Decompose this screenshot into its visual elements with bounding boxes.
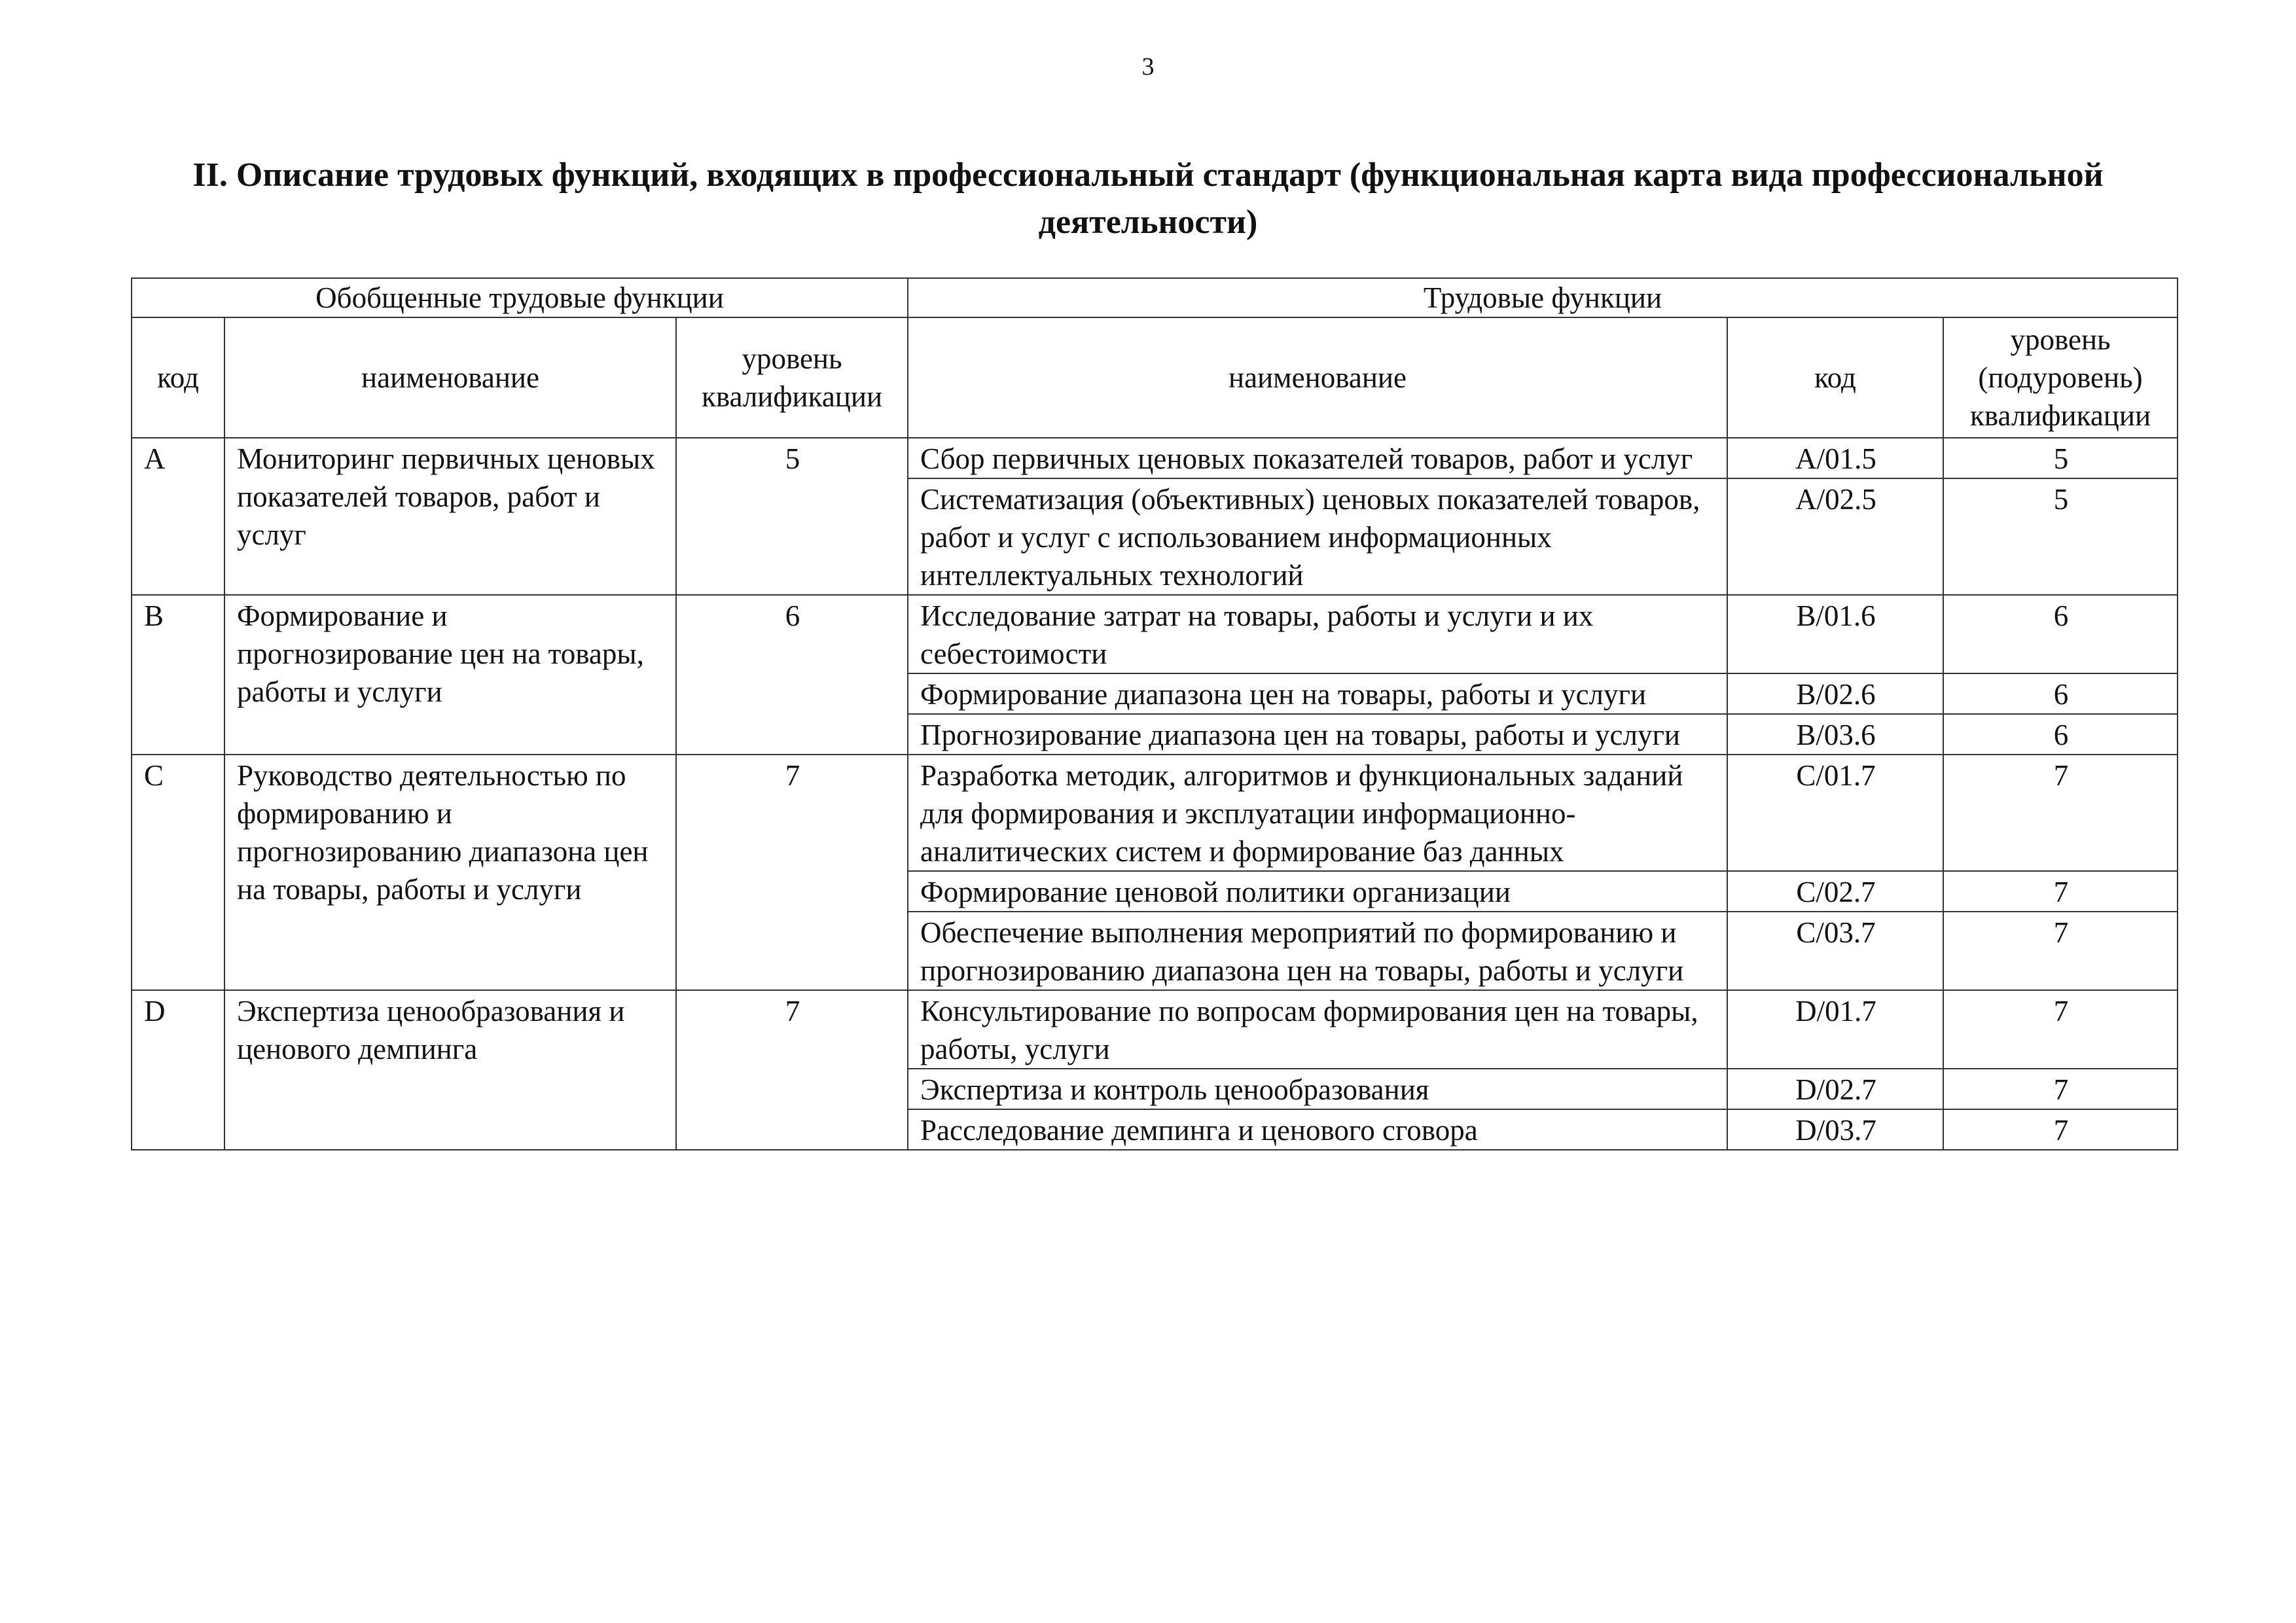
- table-row: [132, 595, 2178, 673]
- gen-code-header: код: [132, 317, 224, 438]
- function-code: B/02.6: [1727, 673, 1943, 714]
- group-name: Мониторинг первичных ценовых показателей товаров, работ и услуг: [224, 438, 676, 595]
- function-name: Консультирование по вопросам формирования цен на товары, работы, услуги: [908, 990, 1727, 1069]
- fn-name-header: наименование: [908, 317, 1727, 438]
- group-code: A: [132, 438, 224, 595]
- function-code: B/01.6: [1727, 595, 1943, 673]
- function-name: Разработка методик, алгоритмов и функциональных заданий для формирования и эксплуатации информационно-аналитических систем и формирование баз данных: [908, 755, 1727, 871]
- function-level: 6: [1943, 714, 2178, 755]
- function-level: 7: [1943, 1109, 2178, 1150]
- function-level: 7: [1943, 871, 2178, 912]
- function-level: 7: [1943, 990, 2178, 1069]
- function-level: 6: [1943, 673, 2178, 714]
- generalized-functions-header: Обобщенные трудовые функции: [132, 278, 908, 317]
- column-header-row: [132, 317, 2178, 438]
- fn-level-header: уровень (подуровень) квалификации: [1943, 317, 2178, 438]
- function-code: C/01.7: [1727, 755, 1943, 871]
- group-header-row: [132, 278, 2178, 317]
- function-level: 7: [1943, 1069, 2178, 1109]
- function-name: Прогнозирование диапазона цен на товары, работы и услуги: [908, 714, 1727, 755]
- function-name: Формирование диапазона цен на товары, работы и услуги: [908, 673, 1727, 714]
- function-name: Обеспечение выполнения мероприятий по формированию и прогнозированию диапазона цен на товары, работы и услуги: [908, 912, 1727, 990]
- function-code: D/01.7: [1727, 990, 1943, 1069]
- table-row: [132, 990, 2178, 1069]
- function-code: A/01.5: [1727, 438, 1943, 478]
- function-name: Сбор первичных ценовых показателей товаров, работ и услуг: [908, 438, 1727, 478]
- page-number: 3: [1141, 53, 1155, 80]
- group-level: 7: [676, 990, 908, 1150]
- function-level: 7: [1943, 912, 2178, 990]
- function-code: C/03.7: [1727, 912, 1943, 990]
- group-code: C: [132, 755, 224, 990]
- function-code: A/02.5: [1727, 478, 1943, 595]
- group-name: Формирование и прогнозирование цен на товары, работы и услуги: [224, 595, 676, 755]
- function-code: D/03.7: [1727, 1109, 1943, 1150]
- table-row: [132, 755, 2178, 871]
- table-row: [132, 438, 2178, 478]
- function-level: 6: [1943, 595, 2178, 673]
- function-name: Формирование ценовой политики организации: [908, 871, 1727, 912]
- labor-functions-header: Трудовые функции: [908, 278, 2178, 317]
- functional-map-table: [131, 277, 2178, 1150]
- group-name: Руководство деятельностью по формированию и прогнозированию диапазона цен на товары, работы и услуги: [224, 755, 676, 990]
- group-level: 6: [676, 595, 908, 755]
- function-level: 5: [1943, 438, 2178, 478]
- group-code: D: [132, 990, 224, 1150]
- group-name: Экспертиза ценообразования и ценового демпинга: [224, 990, 676, 1150]
- function-code: B/03.6: [1727, 714, 1943, 755]
- function-level: 7: [1943, 755, 2178, 871]
- gen-name-header: наименование: [224, 317, 676, 438]
- function-name: Исследование затрат на товары, работы и услуги и их себестоимости: [908, 595, 1727, 673]
- functional-map-table-wrapper: [131, 277, 2177, 1150]
- gen-level-header: уровень квалификации: [676, 317, 908, 438]
- fn-code-header: код: [1727, 317, 1943, 438]
- function-level: 5: [1943, 478, 2178, 595]
- section-title: II. Описание трудовых функций, входящих в профессиональный стандарт (функциональная карта вида профессиональной деятельности): [192, 156, 2104, 241]
- function-name: Расследование демпинга и ценового сговора: [908, 1109, 1727, 1150]
- function-name: Систематизация (объективных) ценовых показателей товаров, работ и услуг с использованием информационных интеллектуальных технологий: [908, 478, 1727, 595]
- group-level: 7: [676, 755, 908, 990]
- function-name: Экспертиза и контроль ценообразования: [908, 1069, 1727, 1109]
- function-code: C/02.7: [1727, 871, 1943, 912]
- function-code: D/02.7: [1727, 1069, 1943, 1109]
- group-code: B: [132, 595, 224, 755]
- group-level: 5: [676, 438, 908, 595]
